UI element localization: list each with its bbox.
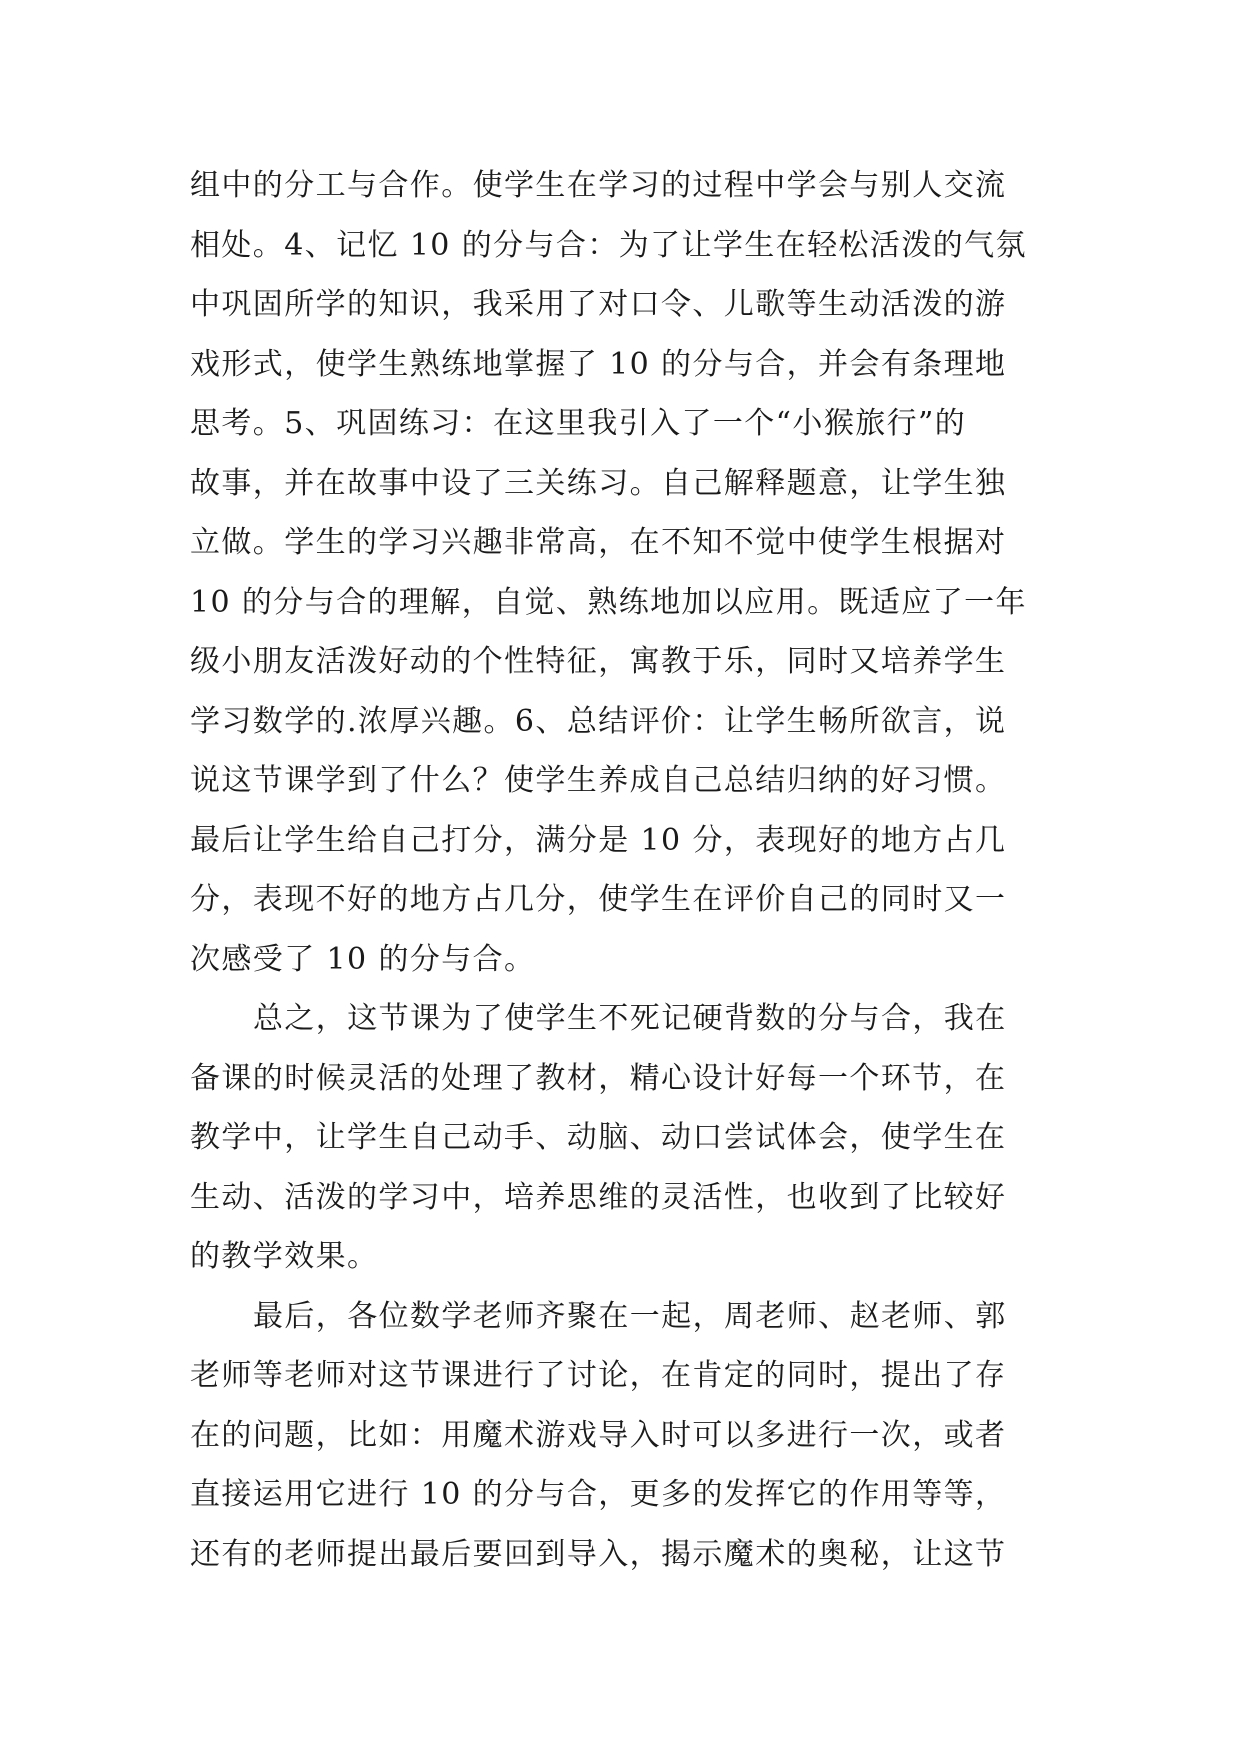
text-line: 中巩固所学的知识，我采用了对口令、儿歌等生动活泼的游	[190, 287, 1007, 322]
text-line: 戏形式，使学生熟练地掌握了 10 的分与合，并会有条理地	[190, 346, 1007, 382]
text-line: 老师等老师对这节课进行了讨论，在肯定的同时，提出了存	[190, 1358, 1007, 1393]
text-line: 学习数学的.浓厚兴趣。6、总结评价：让学生畅所欲言，说	[190, 703, 1007, 739]
text-line: 最后让学生给自己打分，满分是 10 分，表现好的地方占几	[190, 822, 1007, 858]
text-line: 教学中，让学生自己动手、动脑、动口尝试体会，使学生在	[190, 1120, 1007, 1155]
text-line: 在的问题，比如：用魔术游戏导入时可以多进行一次，或者	[190, 1417, 1007, 1453]
paragraph-start-line: 总之，这节课为了使学生不死记硬背数的分与合，我在	[253, 1001, 1007, 1036]
text-line: 直接运用它进行 10 的分与合，更多的发挥它的作用等等，	[190, 1477, 1007, 1512]
text-line: 组中的分工与合作。使学生在学习的过程中学会与别人交流	[190, 168, 1007, 203]
text-line: 说这节课学到了什么？使学生养成自己总结归纳的好习惯。	[190, 763, 1007, 798]
body-text	[190, 156, 1050, 1584]
text-line: 立做。学生的学习兴趣非常高，在不知不觉中使学生根据对	[190, 525, 1007, 560]
text-line: 的教学效果。	[190, 1239, 379, 1274]
text-line: 备课的时候灵活的处理了教材，精心设计好每一个环节，在	[190, 1060, 1007, 1096]
text-line: 次感受了 10 的分与合。	[190, 941, 536, 977]
text-line: 故事，并在故事中设了三关练习。自己解释题意，让学生独	[190, 465, 1007, 501]
paragraph-start-line: 最后，各位数学老师齐聚在一起，周老师、赵老师、郭	[253, 1298, 1007, 1334]
text-line: 生动、活泼的学习中，培养思维的灵活性，也收到了比较好	[190, 1179, 1007, 1215]
text-line: 级小朋友活泼好动的个性特征，寓教于乐，同时又培养学生	[190, 644, 1007, 679]
text-line: 相处。4、记忆 10 的分与合：为了让学生在轻松活泼的气氛	[190, 227, 1027, 263]
text-line: 分，表现不好的地方占几分，使学生在评价自己的同时又一	[190, 882, 1007, 917]
text-line: 10 的分与合的理解，自觉、熟练地加以应用。既适应了一年	[190, 584, 1027, 620]
text-line: 还有的老师提出最后要回到导入，揭示魔术的奥秘，让这节	[190, 1536, 1007, 1572]
text-line: 思考。5、巩固练习：在这里我引入了一个“小猴旅行”的	[190, 406, 967, 441]
